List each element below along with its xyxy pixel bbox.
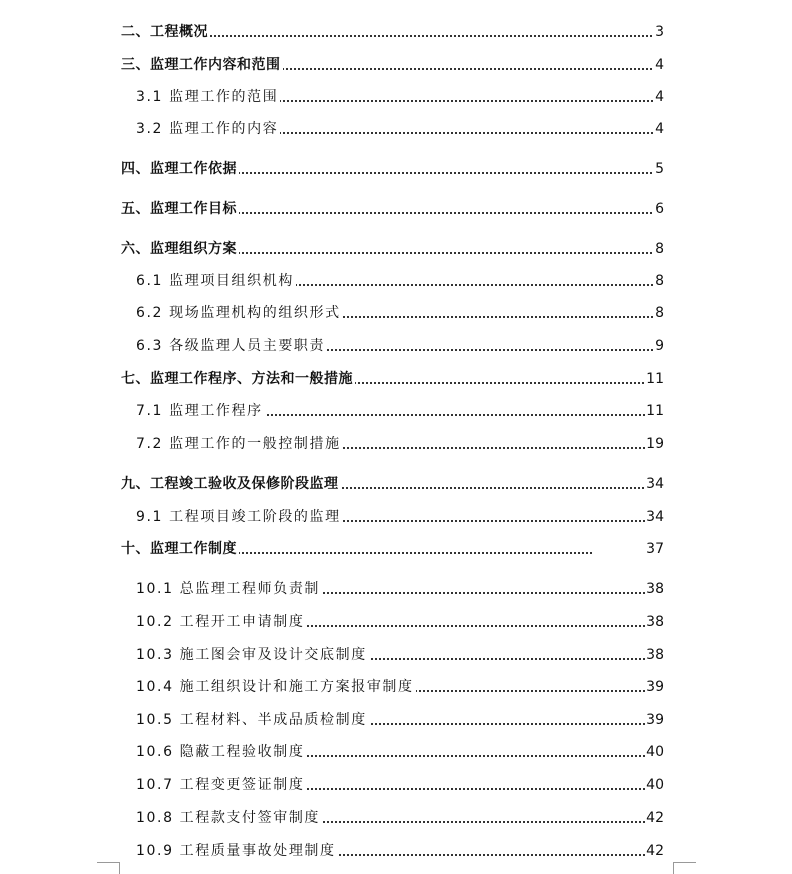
- toc-entry-label: 3.2 监理工作的内容: [136, 117, 280, 141]
- toc-entry[interactable]: [0, 117, 792, 141]
- toc-entry-label: 10.8 工程款支付签审制度: [136, 806, 322, 830]
- page-corner-mark-left-vertical: [119, 862, 120, 874]
- toc-entry-page: 38: [645, 643, 664, 667]
- toc-entry[interactable]: [0, 334, 792, 358]
- toc-entry-label: 10.5 工程材料、半成品质检制度: [136, 708, 369, 732]
- toc-entry-page: 5: [654, 157, 664, 181]
- toc-entry-page: 39: [645, 708, 664, 732]
- toc-entry[interactable]: [0, 708, 792, 732]
- toc-entry-page: 34: [645, 472, 664, 496]
- toc-entry-label: 四、监理工作依据: [121, 157, 239, 181]
- toc-entry[interactable]: [0, 773, 792, 797]
- toc-entry[interactable]: [0, 20, 792, 44]
- toc-entry[interactable]: [0, 237, 792, 261]
- toc-entry-page: 3: [654, 20, 664, 44]
- toc-entry[interactable]: [0, 301, 792, 325]
- toc-entry-label: 7.2 监理工作的一般控制措施: [136, 432, 343, 456]
- toc-entry-label: 6.1 监理项目组织机构: [136, 269, 296, 293]
- toc-entry[interactable]: [0, 472, 792, 496]
- toc-entry-label: 10.7 工程变更签证制度: [136, 773, 306, 797]
- toc-entry-page: 40: [645, 740, 664, 764]
- toc-entry-page: 8: [654, 237, 664, 261]
- toc-entry-page: 4: [654, 85, 664, 109]
- toc-entry-label: 二、工程概况: [121, 20, 210, 44]
- toc-entry-page: 34: [645, 505, 664, 529]
- page-corner-mark-right-vertical: [673, 862, 674, 874]
- toc-entry[interactable]: [0, 367, 792, 391]
- toc-entry-label: 10.9 工程质量事故处理制度: [136, 839, 338, 863]
- toc-entry[interactable]: [0, 399, 792, 423]
- toc-entry-page: 19: [645, 432, 664, 456]
- toc-entry-page: 4: [654, 53, 664, 77]
- toc-entry-label: 10.1 总监理工程师负责制: [136, 577, 322, 601]
- toc-entry-label: 七、监理工作程序、方法和一般措施: [121, 367, 355, 391]
- toc-entry-label: 九、工程竣工验收及保修阶段监理: [121, 472, 341, 496]
- toc-entry[interactable]: [0, 675, 792, 699]
- toc-entry-page: 8: [654, 269, 664, 293]
- toc-entry-page: 11: [645, 399, 664, 423]
- toc-entry-label: 六、监理组织方案: [121, 237, 239, 261]
- toc-entry[interactable]: [0, 269, 792, 293]
- toc-entry[interactable]: [0, 53, 792, 77]
- toc-entry-label: 三、监理工作内容和范围: [121, 53, 283, 77]
- toc-entry[interactable]: [0, 85, 792, 109]
- toc-entry-page: 4: [654, 117, 664, 141]
- toc-entry-label: 10.6 隐蔽工程验收制度: [136, 740, 306, 764]
- toc-entry-page: 38: [645, 610, 664, 634]
- toc-entry-page: 8: [654, 301, 664, 325]
- toc-entry[interactable]: [0, 197, 792, 221]
- toc-entry-page: 40: [645, 773, 664, 797]
- toc-entry[interactable]: [0, 839, 792, 863]
- toc-entry[interactable]: [0, 505, 792, 529]
- toc-entry-page: 9: [654, 334, 664, 358]
- toc-entry-label: 7.1 监理工作程序: [136, 399, 265, 423]
- toc-entry[interactable]: [0, 740, 792, 764]
- toc-entry[interactable]: [0, 432, 792, 456]
- toc-entry-label: 10.2 工程开工申请制度: [136, 610, 306, 634]
- toc-entry-label: 6.3 各级监理人员主要职责: [136, 334, 327, 358]
- toc-entry-page: 38: [645, 577, 664, 601]
- toc-entry-label: 10.3 施工图会审及设计交底制度: [136, 643, 369, 667]
- toc-entry-page: 11: [645, 367, 664, 391]
- toc-entry-page: 42: [645, 839, 664, 863]
- page-corner-mark-right: [674, 862, 696, 863]
- toc-entry[interactable]: [0, 537, 792, 561]
- toc-entry-label: 五、监理工作目标: [121, 197, 239, 221]
- toc-entry-page: 42: [645, 806, 664, 830]
- toc-entry[interactable]: [0, 577, 792, 601]
- toc-entry-label: 3.1 监理工作的范围: [136, 85, 280, 109]
- toc-entry-page: 37: [645, 537, 664, 561]
- toc-entry[interactable]: [0, 157, 792, 181]
- toc-entry-label: 6.2 现场监理机构的组织形式: [136, 301, 343, 325]
- toc-entry-label: 10.4 施工组织设计和施工方案报审制度: [136, 675, 416, 699]
- toc-entry[interactable]: [0, 610, 792, 634]
- toc-entry-label: 9.1 工程项目竣工阶段的监理: [136, 505, 343, 529]
- toc-entry-page: 6: [654, 197, 664, 221]
- toc-entry-page: 39: [645, 675, 664, 699]
- page-corner-mark-left: [97, 862, 119, 863]
- toc-entry-label: 十、监理工作制度: [121, 537, 239, 561]
- toc-entry[interactable]: [0, 643, 792, 667]
- toc-entry[interactable]: [0, 806, 792, 830]
